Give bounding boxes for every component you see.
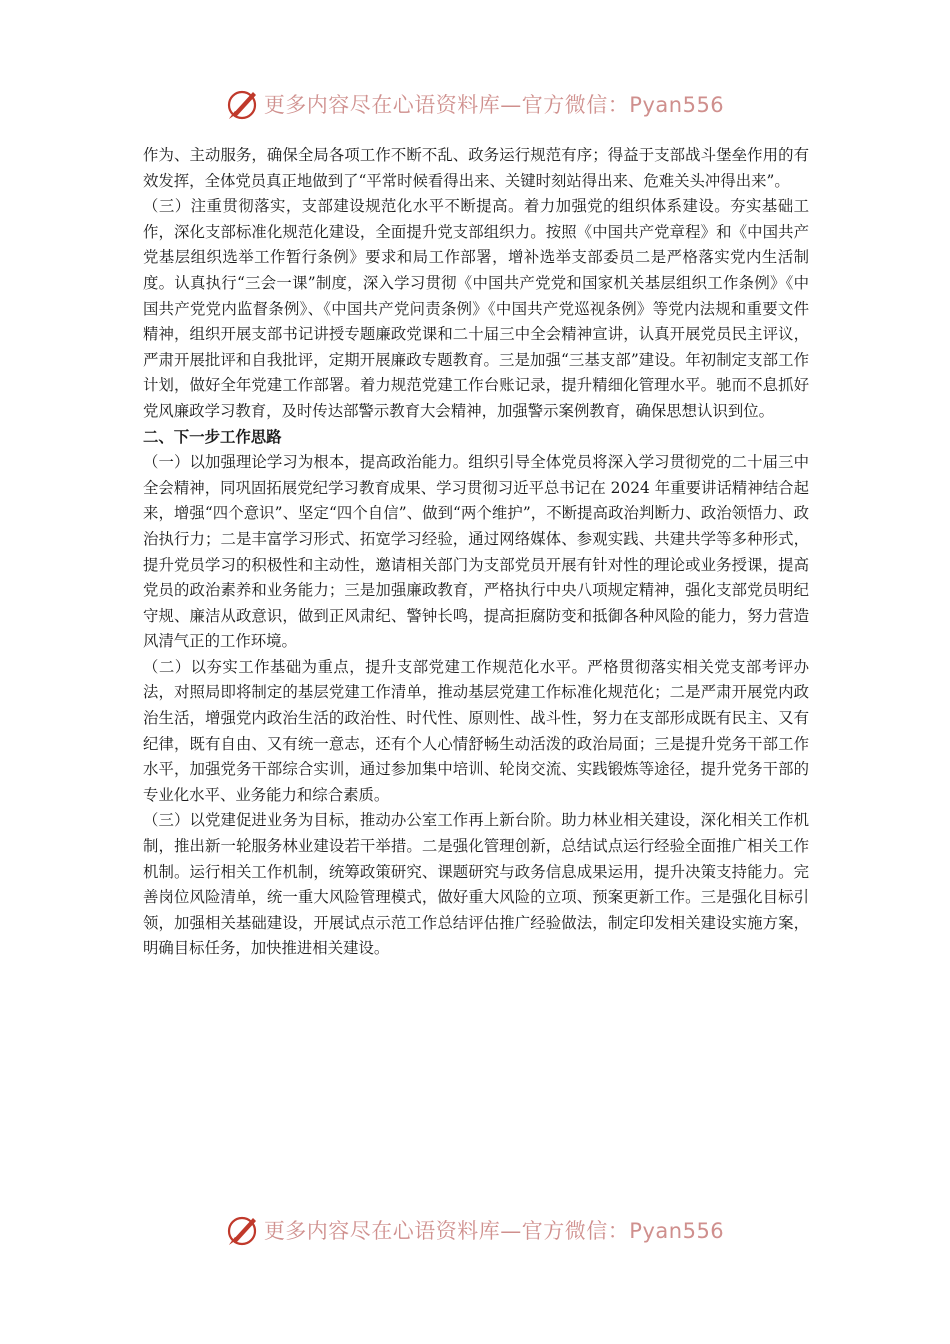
footer-watermark	[0, 1210, 950, 1250]
paragraph-section-3: （三）注重贯彻落实，支部建设规范化水平不断提高。着力加强党的组织体系建设。夯实基础工作，深化支部标准化规范化建设，全面提升党支部组织力。按照《中国共产党章程》和《中国共产党基层组织选举工作暂行条例》要求和局工作部署，增补选举支部委员二是严格落实党内生活制度。认真执行“三会一课”制度，深入学习贯彻《中国共产党党和国家机关基层组织工作条例》《中国共产党党内监督条例》、《中国共产党问责条例》《中国共产党巡视条例》等党内法规和重要文件精神，组织开展支部书记讲授专题廉政党课和二十届三中全会精神宣讲，认真开展党员民主评议，严肃开展批评和自我批评，定期开展廉政专题教育。三是加强“三基支部”建设。年初制定支部工作计划，做好全年党建工作部署。着力规范党建工作台账记录，提升精细化管理水平。驰而不息抓好党风廉政学习教育，及时传达部警示教育大会精神，加强警示案例教育，确保思想认识到位。	[143, 197, 809, 420]
paragraph-continuation: 作为、主动服务，确保全局各项工作不断不乱、政务运行规范有序；得益于支部战斗堡垒作用的有效发挥，全体党员真正地做到了“平常时候看得出来、关键时刻站得出来、危难关头冲得出来”。	[143, 146, 809, 190]
quill-logo-icon	[226, 1213, 260, 1247]
document-body	[143, 143, 809, 962]
section-heading-next-steps: 二、下一步工作思路	[143, 427, 282, 446]
paragraph-plan-3: （三）以党建促进业务为目标，推动办公室工作再上新台阶。助力林业相关建设，深化相关工作机制，推出新一轮服务林业建设若干举措。二是强化管理创新，总结试点运行经验全面推广相关工作机制。运行相关工作机制，统筹政策研究、课题研究与政务信息成果运用，提升决策支持能力。完善岗位风险清单，统一重大风险管理模式，做好重大风险的立项、预案更新工作。三是强化目标引领，加强相关基础建设，开展试点示范工作总结评估推广经验做法，制定印发相关建设实施方案，明确目标任务，加快推进相关建设。	[143, 811, 809, 958]
quill-logo-icon	[226, 87, 260, 121]
paragraph-plan-1: （一）以加强理论学习为根本，提高政治能力。组织引导全体党员将深入学习贯彻党的二十届三中全会精神，同巩固拓展党纪学习教育成果、学习贯彻习近平总书记在 2024 年重要讲话精神结合起来，增强“四个意识”、坚定“四个自信”、做到“两个维护”，不断提高政治判断力、政治领悟力、政治执行力；二是丰富学习形式、拓宽学习经验，通过网络媒体、参观实践、共建共学等多种形式，提升党员学习的积极性和主动性，邀请相关部门为支部党员开展有针对性的理论或业务授课，提高党员的政治素养和业务能力；三是加强廉政教育，严格执行中央八项规定精神，强化支部党员明纪守规、廉洁从政意识，做到正风肃纪、警钟长鸣，提高拒腐防变和抵御各种风险的能力，努力营造风清气正的工作环境。	[143, 453, 809, 651]
header-watermark-text: 更多内容尽在心语资料库—官方微信：Pyan556	[263, 93, 725, 117]
footer-watermark-text: 更多内容尽在心语资料库—官方微信：Pyan556	[263, 1219, 725, 1243]
header-watermark	[0, 84, 950, 124]
paragraph-plan-2: （二）以夯实工作基础为重点，提升支部党建工作规范化水平。严格贯彻落实相关党支部考评办法，对照局即将制定的基层党建工作清单，推动基层党建工作标准化规范化；二是严肃开展党内政治生活，增强党内政治生活的政治性、时代性、原则性、战斗性，努力在支部形成既有民主、又有纪律，既有自由、又有统一意志，还有个人心情舒畅生动活泼的政治局面；三是提升党务干部工作水平，加强党务干部综合实训，通过参加集中培训、轮岗交流、实践锻炼等途径，提升党务干部的专业化水平、业务能力和综合素质。	[143, 657, 809, 804]
